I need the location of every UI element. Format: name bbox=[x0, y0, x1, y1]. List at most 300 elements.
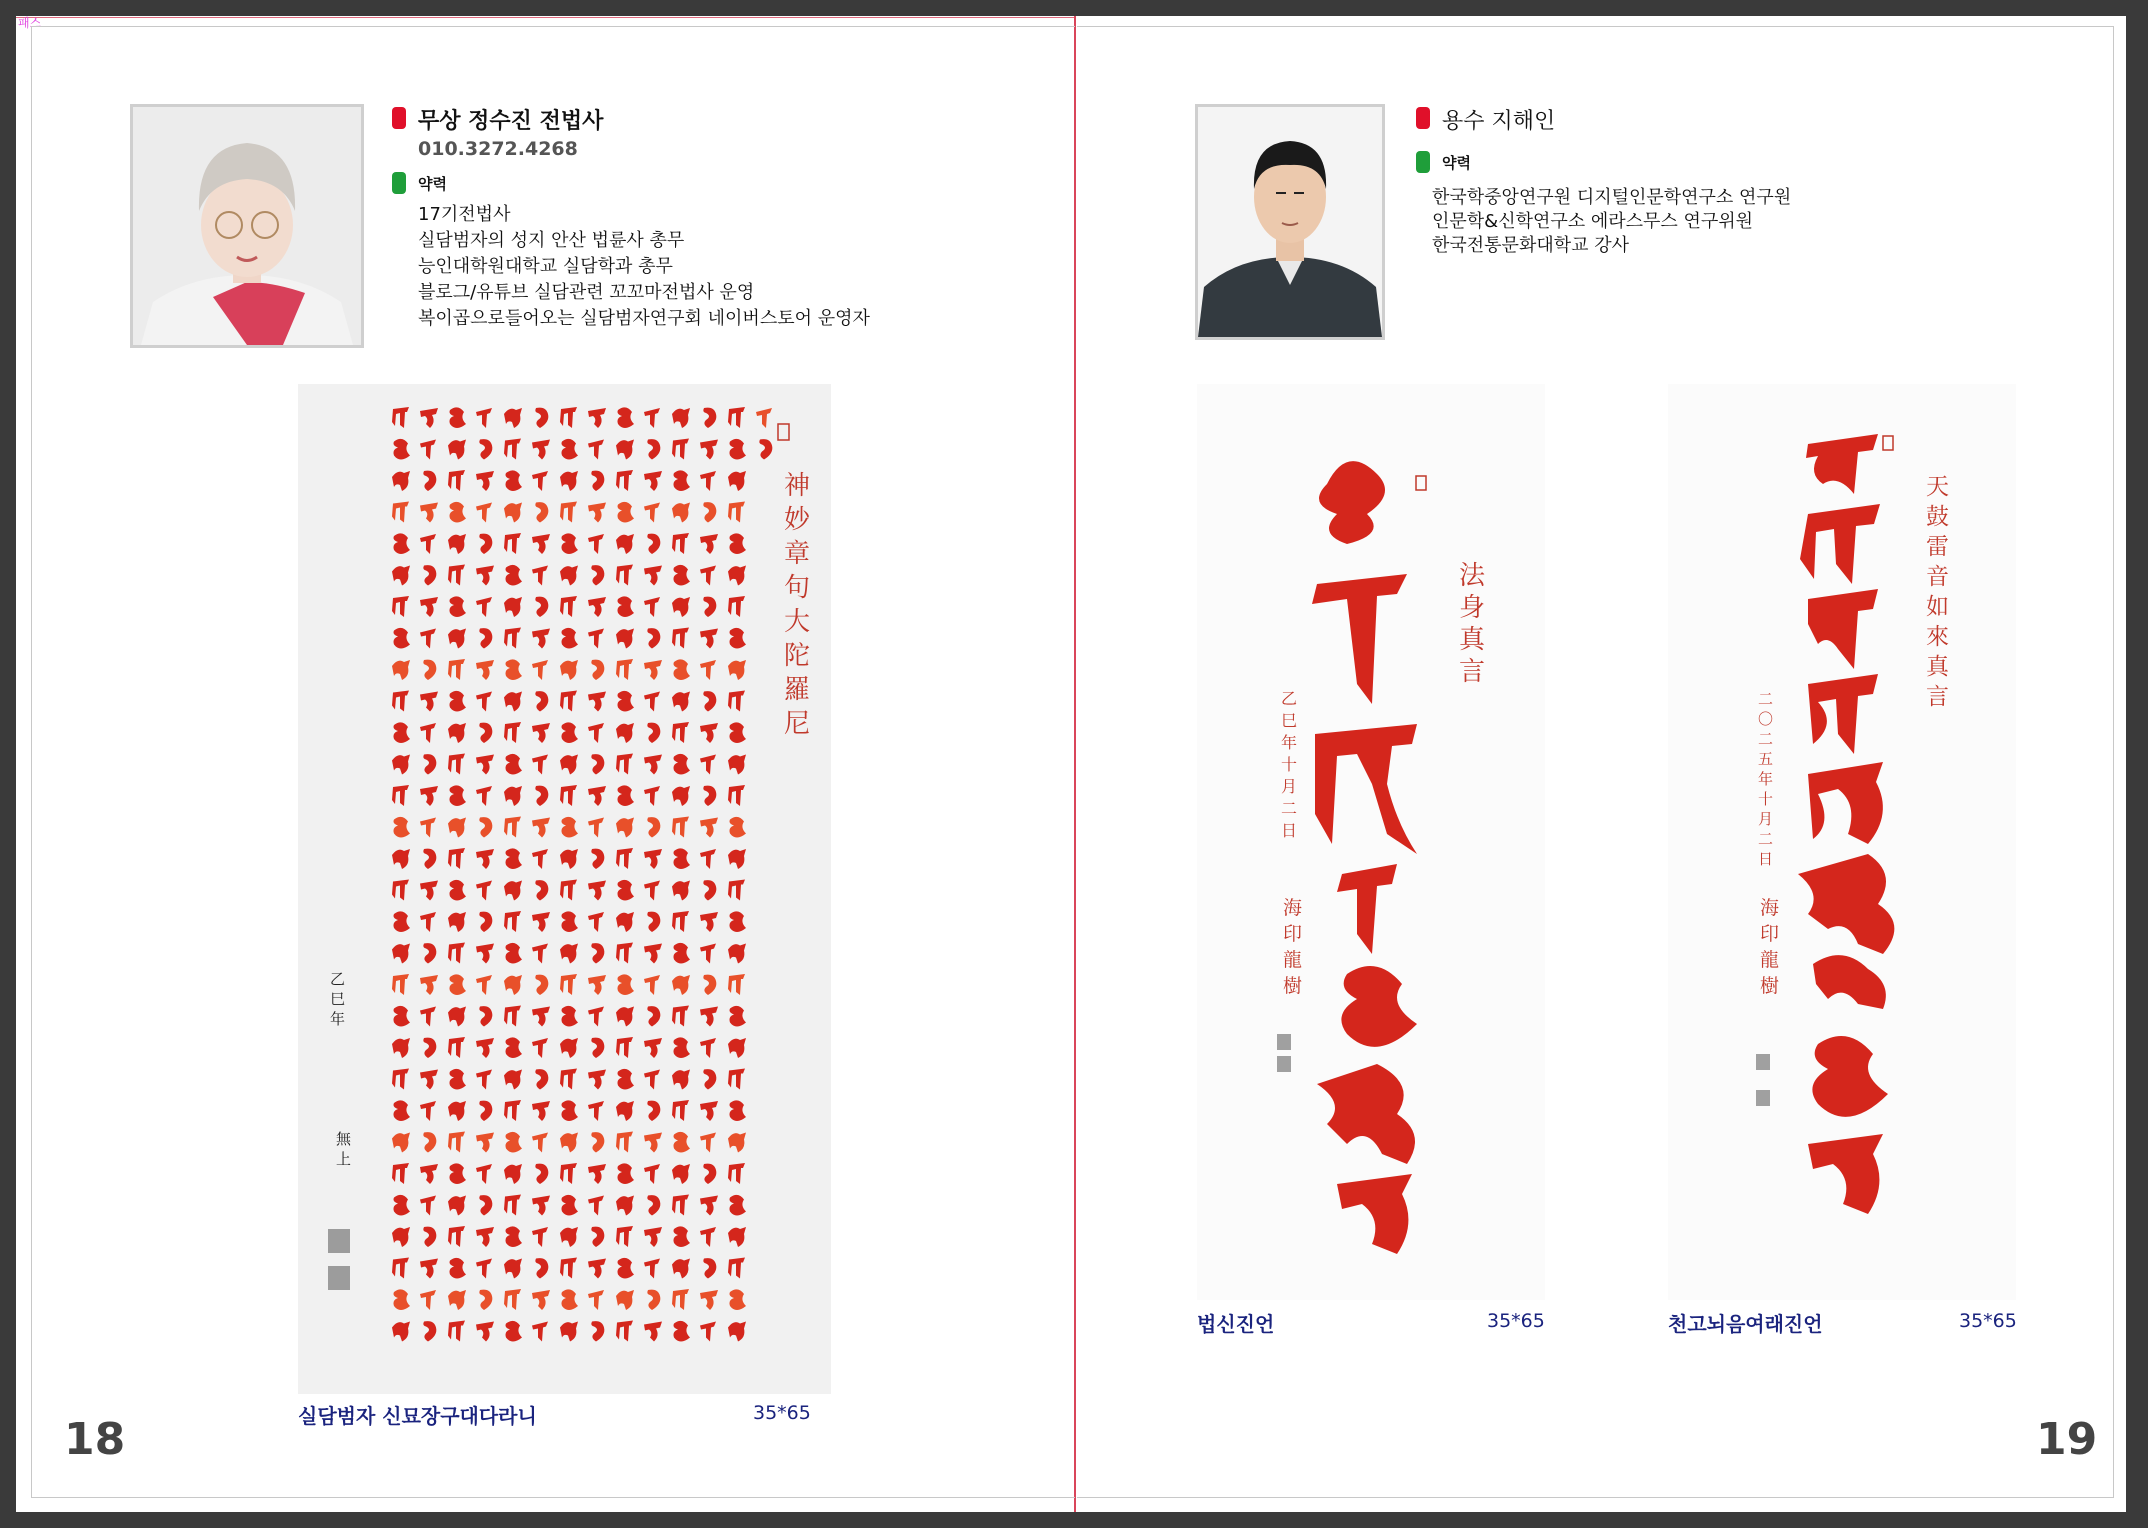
siddham-glyph bbox=[504, 503, 522, 523]
portrait-image bbox=[1198, 107, 1382, 337]
siddham-glyph bbox=[644, 660, 662, 680]
siddham-glyph bbox=[588, 629, 604, 649]
siddham-glyph bbox=[476, 471, 494, 491]
siddham-glyph bbox=[728, 974, 745, 995]
siddham-glyph bbox=[532, 1290, 550, 1310]
siddham-glyph bbox=[703, 1258, 716, 1278]
siddham-glyph bbox=[674, 659, 691, 680]
siddham-glyph bbox=[700, 1038, 716, 1058]
siddham-glyph bbox=[476, 1133, 494, 1153]
siddham-glyph bbox=[700, 534, 718, 554]
siddham-glyph bbox=[479, 912, 492, 932]
siddham-glyph bbox=[532, 534, 550, 554]
siddham-glyph bbox=[506, 1321, 523, 1342]
siddham-glyph bbox=[476, 1227, 494, 1247]
artist-name: 무상 정수진 전법사 bbox=[418, 109, 604, 134]
siddham-glyph bbox=[392, 1038, 410, 1058]
siddham-glyph bbox=[420, 629, 436, 649]
siddham-glyph bbox=[647, 1101, 660, 1121]
siddham-glyph bbox=[476, 975, 492, 995]
siddham-glyph bbox=[504, 911, 521, 932]
siddham-glyph bbox=[562, 817, 579, 838]
siddham-glyph bbox=[591, 943, 604, 963]
siddham-glyph bbox=[535, 786, 548, 806]
siddham-glyph bbox=[448, 1007, 466, 1027]
inscription-date: 二〇二五年十月二日 bbox=[1758, 690, 1774, 868]
siddham-glyph bbox=[535, 1069, 548, 1089]
siddham-glyph bbox=[644, 1227, 662, 1247]
siddham-glyph bbox=[423, 849, 436, 869]
siddham-glyph bbox=[479, 1006, 492, 1026]
siddham-glyph bbox=[644, 786, 660, 806]
siddham-glyph bbox=[703, 691, 716, 711]
siddham-glyph bbox=[392, 944, 410, 964]
siddham-glyph bbox=[728, 880, 745, 901]
siddham-glyph bbox=[532, 849, 548, 869]
siddham-glyph bbox=[560, 1038, 578, 1058]
siddham-glyph bbox=[644, 597, 660, 617]
siddham-glyph bbox=[756, 408, 772, 428]
siddham-glyph bbox=[392, 880, 409, 901]
siddham-glyph bbox=[448, 943, 465, 964]
siddham-glyph bbox=[588, 723, 604, 743]
siddham-glyph bbox=[479, 534, 492, 554]
siddham-glyph bbox=[420, 597, 438, 617]
artist-phone: 010.3272.4268 bbox=[418, 138, 578, 160]
siddham-glyph bbox=[560, 755, 578, 775]
siddham-glyph bbox=[560, 1133, 578, 1153]
siddham-glyph bbox=[618, 974, 635, 995]
siddham-glyph bbox=[504, 1164, 522, 1184]
siddham-glyph bbox=[392, 407, 409, 428]
siddham-glyph bbox=[730, 1006, 747, 1027]
siddham-glyph bbox=[560, 1163, 577, 1184]
siddham-glyph bbox=[532, 471, 548, 491]
siddham-glyph bbox=[700, 723, 718, 743]
siddham-glyph bbox=[700, 566, 716, 586]
career-item: 블로그/유튜브 실담관련 꼬꼬마전법사 운영 bbox=[418, 282, 755, 303]
siddham-glyph bbox=[448, 1226, 465, 1247]
siddham-glyph bbox=[591, 660, 604, 680]
siddham-glyph bbox=[479, 439, 492, 459]
siddham-glyph bbox=[476, 1259, 492, 1279]
siddham-glyph bbox=[423, 1321, 436, 1341]
siddham-glyph bbox=[644, 849, 662, 869]
siddham-glyph bbox=[616, 629, 634, 649]
siddham-glyph bbox=[504, 786, 522, 806]
siddham-glyph bbox=[560, 471, 578, 491]
siddham-glyph bbox=[644, 503, 660, 523]
siddham-glyph bbox=[647, 628, 660, 648]
inscription-title: 天鼓雷音如來真言 bbox=[1926, 474, 1949, 710]
siddham-glyph bbox=[588, 818, 604, 838]
siddham-glyph bbox=[674, 1226, 691, 1247]
siddham-glyph bbox=[616, 754, 633, 775]
siddham-glyph bbox=[448, 1101, 466, 1121]
siddham-glyph bbox=[504, 1259, 522, 1279]
siddham-glyph bbox=[700, 1290, 718, 1310]
siddham-glyph bbox=[420, 1070, 438, 1090]
siddham-glyph bbox=[450, 974, 467, 995]
siddham-glyph bbox=[394, 722, 411, 743]
siddham-glyph bbox=[616, 848, 633, 869]
artwork-thundering-drum-mantra bbox=[1668, 384, 2016, 1300]
siddham-glyph bbox=[420, 1259, 438, 1279]
name-bullet bbox=[392, 107, 406, 129]
siddham-glyph bbox=[616, 1132, 633, 1153]
siddham-glyph bbox=[728, 660, 746, 680]
siddham-glyph bbox=[672, 597, 690, 617]
siddham-glyph bbox=[532, 944, 548, 964]
siddham-glyph bbox=[703, 408, 716, 428]
siddham-glyph bbox=[423, 943, 436, 963]
siddham-glyph bbox=[618, 1163, 635, 1184]
siddham-glyph bbox=[644, 755, 662, 775]
siddham-glyph bbox=[703, 1164, 716, 1184]
siddham-glyph bbox=[672, 533, 689, 554]
siddham-glyph bbox=[476, 1038, 494, 1058]
siddham-glyph bbox=[448, 848, 465, 869]
siddham-glyph bbox=[700, 660, 716, 680]
siddham-glyph bbox=[700, 944, 716, 964]
siddham-glyph bbox=[448, 1132, 465, 1153]
career-item: 복이곱으로들어오는 실담범자연구회 네이버스토어 운영자 bbox=[418, 308, 870, 329]
siddham-glyph bbox=[476, 755, 494, 775]
siddham-glyph bbox=[535, 502, 548, 522]
siddham-glyph bbox=[535, 1164, 548, 1184]
siddham-glyph bbox=[476, 692, 492, 712]
siddham-glyph bbox=[420, 1290, 436, 1310]
siddham-glyph bbox=[618, 785, 635, 806]
siddham-glyph bbox=[476, 1322, 494, 1342]
siddham-glyph bbox=[504, 1100, 521, 1121]
siddham-glyph bbox=[392, 1163, 409, 1184]
siddham-glyph bbox=[672, 1006, 689, 1027]
siddham-glyph bbox=[420, 881, 438, 901]
siddham-glyph bbox=[672, 1289, 689, 1310]
career-item: 한국전통문화대학교 강사 bbox=[1432, 235, 1629, 256]
siddham-glyph bbox=[672, 408, 690, 428]
siddham-glyph bbox=[672, 1195, 689, 1216]
siddham-glyph bbox=[674, 848, 691, 869]
career-heading: 약력 bbox=[1442, 154, 1471, 172]
siddham-glyph bbox=[560, 407, 577, 428]
siddham-glyph bbox=[700, 471, 716, 491]
siddham-glyph bbox=[504, 628, 521, 649]
siddham-glyph bbox=[616, 943, 633, 964]
siddham-glyph bbox=[476, 408, 492, 428]
siddham-glyph bbox=[730, 533, 747, 554]
siddham-glyph bbox=[448, 470, 465, 491]
siddham-glyph bbox=[672, 975, 690, 995]
siddham-glyph bbox=[647, 1006, 660, 1026]
siddham-glyph bbox=[700, 1227, 716, 1247]
siddham-glyph bbox=[392, 1069, 409, 1090]
siddham-script-artwork bbox=[1668, 384, 2016, 1300]
siddham-glyph bbox=[647, 817, 660, 837]
siddham-glyph bbox=[730, 628, 747, 649]
inscription-title: 法身真言 bbox=[1459, 561, 1486, 687]
inscription-title: 神妙章句大陀羅尼 bbox=[784, 471, 811, 739]
siddham-glyph bbox=[423, 1132, 436, 1152]
siddham-glyph bbox=[728, 1038, 746, 1058]
siddham-glyph bbox=[532, 818, 550, 838]
siddham-glyph bbox=[504, 975, 522, 995]
siddham-glyph bbox=[728, 755, 746, 775]
siddham-glyph bbox=[644, 1133, 662, 1153]
siddham-glyph bbox=[504, 692, 522, 712]
career-item: 실담범자의 성지 안산 법륜사 총무 bbox=[418, 230, 685, 251]
siddham-glyph bbox=[535, 408, 548, 428]
page-edge-line bbox=[16, 17, 1074, 18]
siddham-glyph bbox=[644, 566, 662, 586]
siddham-glyph bbox=[728, 1227, 746, 1247]
siddham-glyph bbox=[448, 912, 466, 932]
siddham-glyph bbox=[560, 566, 578, 586]
siddham-glyph bbox=[448, 440, 466, 460]
siddham-glyph bbox=[728, 1133, 746, 1153]
inscription-signature: 海印龍樹 bbox=[1760, 897, 1780, 997]
siddham-glyph bbox=[532, 1007, 550, 1027]
siddham-glyph bbox=[476, 597, 492, 617]
siddham-glyph bbox=[535, 597, 548, 617]
siddham-glyph bbox=[700, 440, 718, 460]
siddham-glyph bbox=[392, 1133, 410, 1153]
siddham-glyph bbox=[450, 1258, 467, 1279]
siddham-glyph bbox=[672, 1259, 690, 1279]
siddham-glyph bbox=[616, 1196, 634, 1216]
siddham-glyph bbox=[562, 533, 579, 554]
siddham-glyph bbox=[476, 849, 494, 869]
siddham-glyph bbox=[476, 660, 494, 680]
siddham-glyph bbox=[674, 943, 691, 964]
siddham-glyph bbox=[532, 1227, 548, 1247]
siddham-glyph bbox=[728, 407, 745, 428]
siddham-glyph bbox=[392, 471, 410, 491]
siddham-glyph bbox=[448, 659, 465, 680]
siddham-glyph bbox=[450, 691, 467, 712]
siddham-glyph bbox=[392, 691, 409, 712]
siddham-glyph bbox=[616, 1007, 634, 1027]
siddham-glyph bbox=[392, 849, 410, 869]
siddham-glyph bbox=[591, 1321, 604, 1341]
artwork-dharani bbox=[298, 384, 831, 1394]
siddham-glyph bbox=[730, 439, 747, 460]
siddham-glyph bbox=[700, 629, 718, 649]
siddham-glyph bbox=[392, 502, 409, 523]
siddham-glyph bbox=[562, 1289, 579, 1310]
siddham-glyph bbox=[423, 754, 436, 774]
siddham-glyph bbox=[672, 722, 689, 743]
siddham-glyph bbox=[420, 440, 436, 460]
siddham-glyph bbox=[392, 1227, 410, 1247]
inscription-date: 乙巳年 bbox=[330, 970, 346, 1028]
siddham-glyph bbox=[420, 1101, 436, 1121]
siddham-glyph bbox=[647, 912, 660, 932]
siddham-glyph bbox=[672, 1164, 690, 1184]
siddham-glyph bbox=[504, 408, 522, 428]
siddham-glyph bbox=[450, 1163, 467, 1184]
siddham-glyph bbox=[479, 817, 492, 837]
siddham-glyph bbox=[728, 596, 745, 617]
siddham-glyph bbox=[674, 470, 691, 491]
siddham-glyph bbox=[700, 1007, 718, 1027]
siddham-glyph bbox=[588, 503, 606, 523]
siddham-glyph bbox=[672, 1100, 689, 1121]
artwork-caption: 실담범자 신묘장구대다라니 bbox=[298, 1404, 537, 1428]
siddham-glyph bbox=[420, 818, 436, 838]
siddham-glyph bbox=[616, 1226, 633, 1247]
siddham-glyph bbox=[392, 596, 409, 617]
siddham-glyph bbox=[618, 596, 635, 617]
artwork-size: 35*65 bbox=[753, 1402, 811, 1424]
siddham-glyph bbox=[588, 597, 606, 617]
career-list bbox=[418, 202, 870, 332]
siddham-glyph bbox=[394, 1006, 411, 1027]
siddham-glyph bbox=[647, 439, 660, 459]
siddham-glyph bbox=[560, 1227, 578, 1247]
siddham-glyph bbox=[591, 849, 604, 869]
siddham-glyph bbox=[728, 1163, 745, 1184]
siddham-glyph bbox=[618, 880, 635, 901]
siddham-glyph bbox=[506, 659, 523, 680]
siddham-glyph bbox=[420, 786, 438, 806]
siddham-glyph bbox=[560, 974, 577, 995]
siddham-glyph bbox=[562, 722, 579, 743]
artwork-dharmakaya-mantra bbox=[1197, 384, 1545, 1300]
siddham-glyph bbox=[420, 503, 438, 523]
siddham-glyph bbox=[588, 534, 604, 554]
siddham-glyph bbox=[703, 880, 716, 900]
artwork-size: 35*65 bbox=[1487, 1310, 1545, 1332]
siddham-glyph bbox=[504, 533, 521, 554]
siddham-glyph bbox=[448, 1321, 465, 1342]
siddham-glyph bbox=[591, 471, 604, 491]
artist-photo bbox=[1195, 104, 1385, 340]
siddham-glyph bbox=[588, 1007, 604, 1027]
siddham-glyph bbox=[591, 754, 604, 774]
siddham-glyph bbox=[423, 471, 436, 491]
siddham-glyph bbox=[450, 785, 467, 806]
siddham-glyph bbox=[644, 944, 662, 964]
siddham-glyph bbox=[703, 975, 716, 995]
siddham-glyph bbox=[532, 660, 548, 680]
siddham-glyph bbox=[476, 1070, 492, 1090]
siddham-glyph bbox=[560, 660, 578, 680]
siddham-glyph bbox=[420, 723, 436, 743]
siddham-glyph bbox=[672, 692, 690, 712]
siddham-glyph bbox=[504, 817, 521, 838]
seal-stamp bbox=[1277, 1056, 1291, 1072]
siddham-glyph bbox=[728, 1322, 746, 1342]
siddham-glyph bbox=[700, 755, 716, 775]
portrait-image bbox=[133, 107, 361, 345]
siddham-glyph bbox=[394, 439, 411, 460]
siddham-glyph bbox=[591, 1038, 604, 1058]
career-item: 능인대학원대학교 실담학과 총무 bbox=[418, 256, 673, 277]
siddham-glyph bbox=[560, 691, 577, 712]
siddham-glyph bbox=[392, 785, 409, 806]
siddham-glyph bbox=[674, 754, 691, 775]
siddham-glyph bbox=[588, 1070, 606, 1090]
siddham-glyph bbox=[504, 597, 522, 617]
siddham-glyph bbox=[560, 880, 577, 901]
siddham-glyph bbox=[591, 565, 604, 585]
siddham-glyph bbox=[616, 659, 633, 680]
siddham-glyph bbox=[700, 1133, 716, 1153]
siddham-glyph bbox=[672, 1070, 690, 1090]
siddham-glyph bbox=[644, 881, 660, 901]
siddham-script-artwork bbox=[1197, 384, 1545, 1300]
siddham-glyph bbox=[420, 534, 436, 554]
siddham-glyph bbox=[450, 407, 467, 428]
siddham-glyph bbox=[423, 660, 436, 680]
siddham-glyph bbox=[479, 723, 492, 743]
siddham-glyph bbox=[700, 912, 718, 932]
siddham-glyph bbox=[672, 503, 690, 523]
siddham-glyph bbox=[588, 786, 606, 806]
siddham-glyph bbox=[448, 723, 466, 743]
siddham-glyph bbox=[476, 786, 492, 806]
siddham-glyph bbox=[532, 1133, 548, 1153]
siddham-glyph bbox=[591, 1132, 604, 1152]
siddham-glyph bbox=[644, 1164, 660, 1184]
siddham-glyph bbox=[532, 1038, 548, 1058]
siddham-glyph bbox=[420, 912, 436, 932]
siddham-glyph bbox=[616, 1290, 634, 1310]
siddham-glyph bbox=[728, 471, 746, 491]
siddham-glyph bbox=[562, 439, 579, 460]
siddham-glyph bbox=[394, 1289, 411, 1310]
siddham-glyph bbox=[616, 565, 633, 586]
siddham-calligraphy bbox=[1312, 461, 1417, 1254]
siddham-glyph bbox=[616, 470, 633, 491]
siddham-glyph bbox=[476, 503, 492, 523]
artwork-size: 35*65 bbox=[1959, 1310, 2017, 1332]
siddham-glyph bbox=[674, 1321, 691, 1342]
siddham-glyph bbox=[448, 754, 465, 775]
siddham-glyph bbox=[394, 1100, 411, 1121]
siddham-glyph bbox=[448, 818, 466, 838]
siddham-glyph bbox=[700, 1101, 718, 1121]
siddham-glyph bbox=[420, 408, 438, 428]
siddham-glyph bbox=[700, 849, 716, 869]
siddham-glyph bbox=[423, 565, 436, 585]
siddham-glyph bbox=[504, 1195, 521, 1216]
siddham-glyph bbox=[560, 849, 578, 869]
siddham-glyph bbox=[588, 1101, 604, 1121]
siddham-glyph bbox=[532, 629, 550, 649]
siddham-glyph bbox=[616, 1321, 633, 1342]
siddham-glyph bbox=[644, 1322, 662, 1342]
siddham-glyph bbox=[591, 1227, 604, 1247]
siddham-glyph bbox=[730, 722, 747, 743]
siddham-glyph bbox=[506, 754, 523, 775]
siddham-glyph bbox=[560, 1322, 578, 1342]
seal-stamp bbox=[328, 1266, 350, 1290]
inscription-signature: 海印龍樹 bbox=[1283, 897, 1303, 997]
siddham-glyph bbox=[672, 881, 690, 901]
career-item: 인문학&신학연구소 에라스무스 연구위원 bbox=[1432, 211, 1754, 232]
siddham-glyph bbox=[588, 881, 606, 901]
siddham-glyph bbox=[644, 471, 662, 491]
siddham-glyph bbox=[562, 628, 579, 649]
page-number-right: 19 bbox=[2036, 1414, 2098, 1465]
seal-stamp bbox=[328, 1229, 350, 1253]
siddham-glyph bbox=[394, 911, 411, 932]
artwork-caption: 천고뇌음여래진언 bbox=[1668, 1312, 1823, 1336]
siddham-glyph bbox=[560, 944, 578, 964]
